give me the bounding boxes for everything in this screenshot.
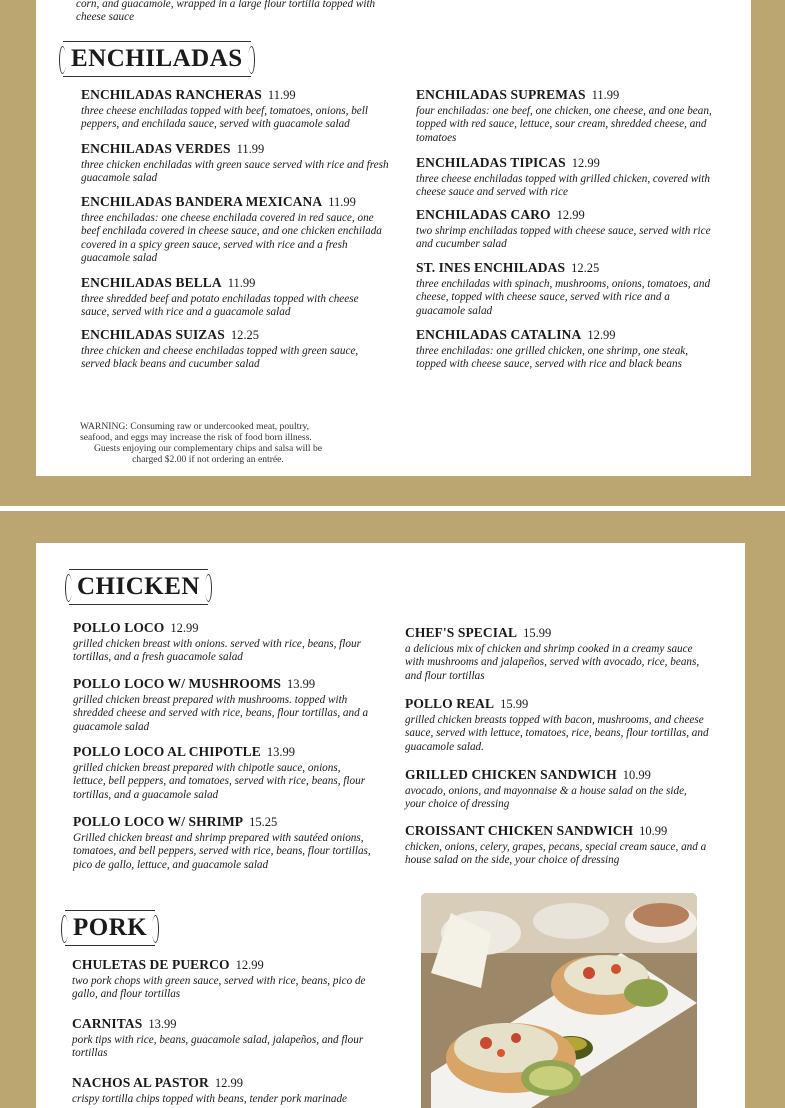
page-divider [0,506,785,511]
menu-item [81,272,389,320]
item-name: ENCHILADAS SUIZAS [81,327,225,342]
item-description: grilled chicken breast with onions. served with rice, beans, flour tortillas, and a fresh guacamole salad [73,638,361,664]
menu-item [405,693,710,754]
item-price: 11.99 [328,195,356,209]
item-name: CHULETAS DE PUERCO [72,957,230,972]
menu-item [73,617,373,665]
item-price: 12.99 [235,958,264,972]
item-description: three chicken enchiladas with green sauce served with rice and fresh guacamole salad [81,159,389,185]
food-photo-illustration [421,893,697,1108]
item-price: 12.99 [170,621,199,635]
item-description: four enchiladas: one beef, one chicken, one cheese, and one bean, topped with red sauce, lettuce, sour cream, shredded cheese, and tomatoes [416,105,712,144]
section-heading-chicken: CHICKEN [69,569,208,605]
item-name: POLLO LOCO AL CHIPOTLE [73,744,261,759]
item-description: three cheese enchiladas topped with grilled chicken, covered with cheese sauce and served with rice [416,173,710,199]
item-price: 15.99 [523,626,552,640]
item-description: Grilled chicken breast and shrimp prepared with sautéed onions, tomatoes, and bell peppers, served with rice, beans, flour tortillas, pico de gallo, lettuce, and guacamole salad [73,832,371,871]
menu-item [405,764,710,812]
menu-item [73,811,373,872]
item-description: grilled chicken breast prepared with chipotle sauce, onions, lettuce, bell peppers, and tomatoes, served with rice, beans, flour tortillas, and a guacamole salad [73,762,366,801]
item-description: a delicious mix of chicken and shrimp cooked in a creamy sauce with mushrooms and jalapeños, served with avocado, rice, beans, and flour tortillas [405,643,700,682]
warning-line: Guests enjoying our complementary chips and salsa will be charged $2.00 if not ordering an entrée. [93,443,323,465]
section-heading-pork: PORK [65,910,155,946]
menu-item [72,954,380,1002]
menu-item [72,1072,380,1106]
item-name: POLLO LOCO W/ SHRIMP [73,814,244,829]
item-price: 13.99 [286,677,316,691]
menu-item [81,191,389,265]
item-name: ST. INES ENCHILADAS [416,260,566,275]
item-price: 15.99 [500,697,529,711]
item-price: 11.99 [227,276,256,290]
item-description: three enchiladas: one grilled chicken, one shrimp, one steak, topped with cheese sauce, served with rice and black beans [416,345,689,371]
item-name: ENCHILADAS TIPICAS [416,155,566,170]
item-description: three shredded beef and potato enchiladas topped with cheese sauce, served with rice and a guacamole salad [81,293,359,319]
item-price: 15.25 [249,815,278,829]
item-name: ENCHILADAS RANCHERAS [81,87,262,102]
item-description: pork tips with rice, beans, guacamole salad, jalapeños, and flour tortillas [72,1034,364,1060]
item-name: ENCHILADAS CARO [416,207,551,222]
item-price: 13.99 [148,1017,177,1031]
menu-item [81,324,389,372]
item-price: 11.99 [591,88,620,102]
item-name: ENCHILADAS SUPREMAS [416,87,586,102]
menu-item [73,741,373,802]
item-name: CROISSANT CHICKEN SANDWICH [405,823,634,838]
item-description: crispy tortilla chips topped with beans, tender pork marinade [72,1093,348,1105]
item-price: 12.25 [571,261,600,275]
item-description: three cheese enchiladas topped with beef, tomatoes, onions, bell peppers, and enchilada sauce, served with guacamole salad [81,105,368,131]
menu-item [416,204,718,252]
item-price: 12.99 [214,1076,244,1090]
previous-item-description: corn, and guacamole, wrapped in a large flour tortilla topped with cheese sauce [76,0,376,24]
item-price: 12.25 [230,328,259,342]
item-name: ENCHILADAS CATALINA [416,327,582,342]
item-name: POLLO LOCO [73,620,165,635]
item-name: NACHOS AL PASTOR [72,1075,209,1090]
item-description: chicken, onions, celery, grapes, pecans, special cream sauce, and a house salad on the side, your choice of dressing [405,841,707,867]
menu-item [405,820,710,868]
menu-item [81,84,389,132]
menu-item [73,673,373,734]
menu-item [81,138,389,186]
item-name: GRILLED CHICKEN SANDWICH [405,767,617,782]
menu-item [416,257,718,318]
item-name: CHEF'S SPECIAL [405,625,518,640]
item-description: three enchiladas with spinach, mushrooms, onions, tomatoes, and cheese, topped with cheese sauce, served with rice and a guacamole salad [416,278,711,317]
item-price: 10.99 [639,824,668,838]
item-description: avocado, onions, and mayonnaise & a house salad on the side, your choice of dressing [405,785,687,811]
section-heading-enchiladas: ENCHILADAS [63,41,251,77]
item-name: ENCHILADAS BANDERA MEXICANA [81,194,323,209]
food-photo [421,893,697,1108]
item-name: POLLO REAL [405,696,495,711]
item-description: two pork chops with green sauce, served with rice, beans, pico de gallo, and flour tortillas [72,975,366,1001]
menu-item [72,1013,380,1061]
item-description: grilled chicken breasts topped with bacon, mushrooms, and cheese sauce, served with lettuce, tomatoes, rice, beans, flour tortillas, and guacamole salad. [405,714,709,753]
item-price: 12.99 [587,328,616,342]
item-name: CARNITAS [72,1016,143,1031]
menu-item [416,84,718,145]
item-name: ENCHILADAS VERDES [81,141,231,156]
item-description: two shrimp enchiladas topped with cheese sauce, served with rice and cucumber salad [416,225,711,251]
menu-item [405,622,710,683]
warning-line: WARNING: Consuming raw or undercooked meat, poultry, seafood, and eggs may increase the risk of food born illness. [80,421,312,443]
menu-item [416,324,718,372]
item-price: 11.99 [236,142,265,156]
item-description: three enchiladas: one cheese enchilada covered in red sauce, one beef enchilada covered in cheese sauce, and one chicken enchilada covered in a spicy green sauce, served with rice and a fresh guacamole salad [81,212,382,264]
item-price: 12.99 [556,208,585,222]
item-description: three chicken and cheese enchiladas topped with green sauce, served black beans and cucumber salad [81,345,359,371]
item-name: ENCHILADAS BELLA [81,275,222,290]
item-price: 12.99 [571,156,600,170]
menu-item [416,152,718,200]
item-description: grilled chicken breast prepared with mushrooms. topped with shredded cheese and served with rice, beans, flour tortillas, and a guacamole salad [73,694,369,733]
food-safety-warning [80,421,336,465]
item-price: 11.99 [267,88,296,102]
item-price: 10.99 [622,768,651,782]
item-name: POLLO LOCO W/ MUSHROOMS [73,676,281,691]
item-price: 13.99 [266,745,295,759]
